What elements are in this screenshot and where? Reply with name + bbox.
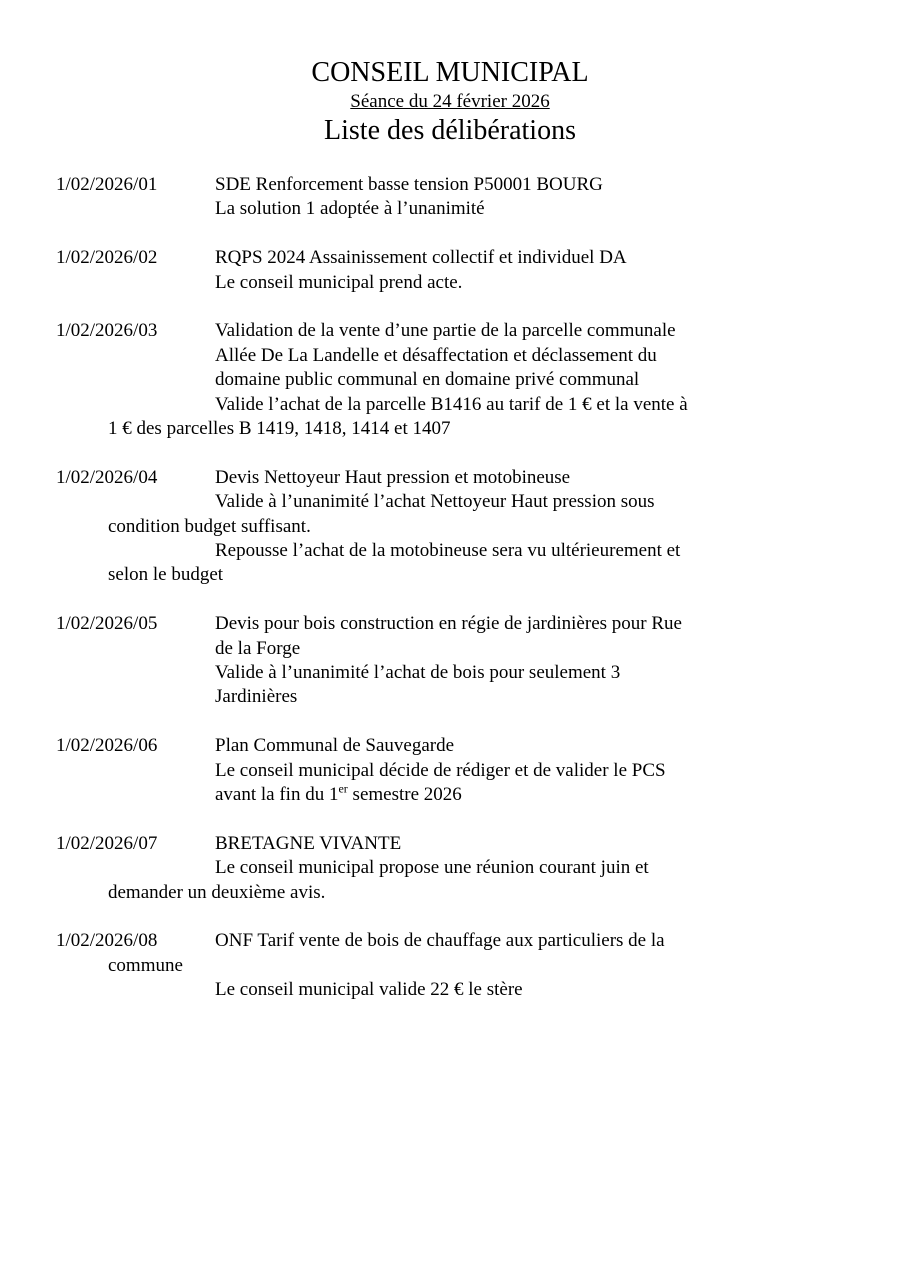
deliberation-text-line: La solution 1 adoptée à l’unanimité [215,198,485,220]
deliberation-text-line: condition budget suffisant. [108,515,311,537]
list-title: Liste des délibérations [324,115,576,146]
deliberation-number: 1/02/2026/02 [56,247,158,269]
deliberation-text-line: SDE Renforcement basse tension P50001 BOURG [215,174,603,195]
deliberation-text-line: Le conseil municipal valide 22 € le stère [215,979,523,1001]
deliberation-text-line: Plan Communal de Sauvegarde [215,735,455,757]
deliberation-text-line: Le conseil municipal prend acte. [215,271,463,293]
deliberation-number: 1/02/2026/01 [56,174,158,195]
deliberation-entry [56,612,756,710]
deliberation-text-line [56,783,756,807]
deliberation-entry [56,734,756,807]
page-title: CONSEIL MUNICIPAL [311,57,589,88]
deliberation-text-line: Valide à l’unanimité l’achat Nettoyeur Haut pression sous [215,491,655,513]
deliberation-text-line: Allée De La Landelle et désaffectation et déclassement du [215,344,657,366]
deliberation-entry [56,319,756,441]
deliberation-text-line: commune [108,954,183,976]
deliberation-number: 1/02/2026/06 [56,735,158,757]
deliberation-text-line: selon le budget [108,564,224,586]
document-header [0,55,900,149]
deliberation-text-line: Valide l’achat de la parcelle B1416 au tarif de 1 € et la vente à [215,393,688,415]
deliberation-text-line: Le conseil municipal décide de rédiger et de valider le PCS [215,759,666,781]
deliberation-number: 1/02/2026/08 [56,930,158,952]
deliberations-list [56,173,756,1027]
deliberation-number: 1/02/2026/07 [56,832,158,854]
deliberation-text-line: demander un deuxième avis. [108,881,326,903]
deliberation-text-line: ONF Tarif vente de bois de chauffage aux particuliers de la [215,930,665,952]
deliberation-entry [56,466,756,588]
deliberation-text-line: Le conseil municipal propose une réunion courant juin et [215,857,649,879]
deliberation-text-line: Devis pour bois construction en régie de jardinières pour Rue [215,613,682,635]
deliberation-entry [56,929,756,1002]
deliberation-text-line: domaine public communal en domaine privé communal [215,369,640,391]
deliberation-text-line: Valide à l’unanimité l’achat de bois pour seulement 3 [215,662,621,684]
deliberation-text-line: Devis Nettoyeur Haut pression et motobineuse [215,466,571,488]
deliberation-number: 1/02/2026/05 [56,613,158,635]
deliberation-number: 1/02/2026/04 [56,466,158,488]
deliberation-text-line: RQPS 2024 Assainissement collectif et individuel DA [215,247,627,269]
deliberation-entry [56,246,756,295]
deliberation-entry [56,832,756,905]
ordinal-suffix: er [338,781,348,796]
deliberation-entry [56,173,756,222]
deliberation-text-line: 1 € des parcelles B 1419, 1418, 1414 et 1407 [108,418,451,440]
deliberation-text-line: Repousse l’achat de la motobineuse sera vu ultérieurement et [215,540,681,562]
deliberation-text-line: Validation de la vente d’une partie de la parcelle communale [215,320,676,342]
deliberation-text-line: de la Forge [215,637,301,659]
deliberation-text-fragment: avant la fin du 1 [215,784,339,806]
deliberation-text-line: BRETAGNE VIVANTE [215,832,402,854]
seance-date: Séance du 24 février 2026 [350,91,550,112]
deliberation-number: 1/02/2026/03 [56,320,158,342]
deliberation-text-line: Jardinières [215,686,298,708]
deliberation-text-fragment: semestre 2026 [347,784,462,806]
